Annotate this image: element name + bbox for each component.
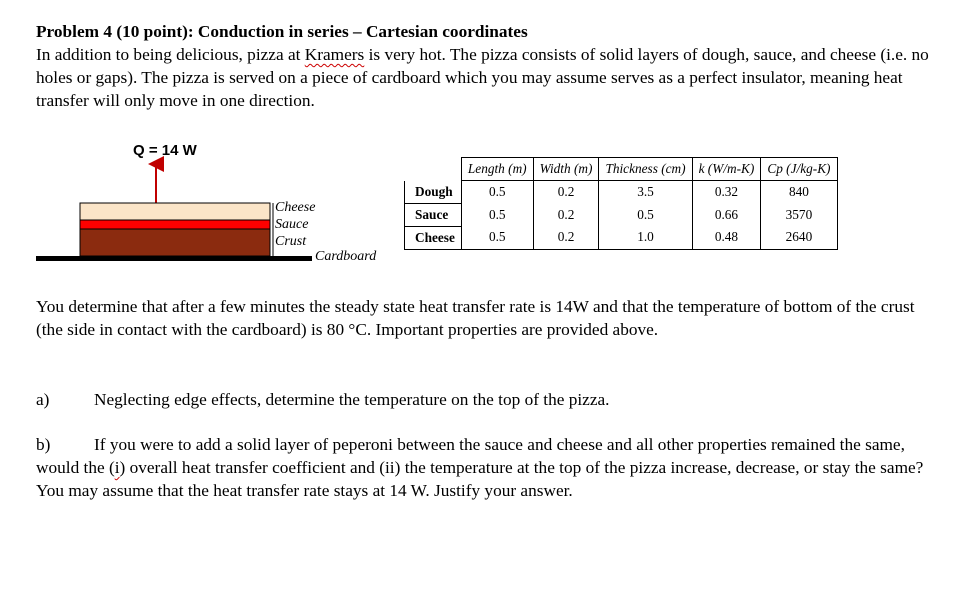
table-cell: 0.66 [692, 203, 761, 226]
crust-layer [80, 229, 270, 256]
row-label: Sauce [405, 203, 462, 226]
table-cell: 0.32 [692, 181, 761, 204]
properties-table [404, 157, 838, 250]
header-k: k (W/m-K) [692, 158, 761, 181]
problem-title: Problem 4 (10 point): Conduction in series – Cartesian coordinates [36, 22, 528, 41]
row-label: Dough [405, 181, 462, 204]
table-cell: 0.48 [692, 226, 761, 249]
cheese-layer [80, 203, 270, 220]
restaurant-name: Kramers [304, 45, 365, 64]
crust-label: Crust [275, 234, 307, 249]
question-a [36, 388, 936, 411]
heat-rate-label: Q = 14 W [133, 142, 197, 159]
cardboard-label: Cardboard [315, 249, 377, 264]
question-b-label: b) [36, 435, 51, 454]
table-row [405, 181, 838, 204]
header-cp: Cp (J/kg-K) [761, 158, 837, 181]
header-width: Width (m) [533, 158, 599, 181]
pizza-diagram [30, 140, 390, 270]
table-cell: 1.0 [599, 226, 692, 249]
table-row [405, 226, 838, 249]
table-cell: 0.5 [461, 203, 533, 226]
table-cell: 0.2 [533, 226, 599, 249]
table-cell: 0.5 [461, 226, 533, 249]
table-cell: 3570 [761, 203, 837, 226]
row-label: Cheese [405, 226, 462, 249]
question-b-text-2: ) overall heat transfer coefficient and (ii) the temperature at the top of the pizza increase, decrease, or stay the same? You may assume that the heat transfer rate stays at 14 W. Justify your answer. [36, 458, 924, 500]
conditions-paragraph: You determine that after a few minutes the steady state heat transfer rate is 14W and that the temperature of bottom of the crust (the side in contact with the cardboard) is 80 °C. Important properties are provided above. [36, 297, 915, 339]
sauce-layer [80, 220, 270, 229]
question-a-text: Neglecting edge effects, determine the temperature on the top of the pizza. [94, 390, 610, 409]
intro-text-2: is very hot. The pizza consists of solid layers of dough, sauce, and cheese (i.e. no holes or gaps). The pizza is served on a piece of cardboard which you may assume serves as a perfect insulator, meaning heat transfer will only move in one direction. [36, 45, 929, 110]
table-cell: 0.2 [533, 181, 599, 204]
cheese-label: Cheese [275, 200, 316, 215]
header-thickness: Thickness (cm) [599, 158, 692, 181]
header-length: Length (m) [461, 158, 533, 181]
table-cell: 3.5 [599, 181, 692, 204]
problem-text [36, 20, 936, 112]
intro-text-1: In addition to being delicious, pizza at [36, 45, 301, 64]
cardboard-layer [36, 256, 312, 261]
sauce-label: Sauce [275, 217, 309, 232]
table-cell: 0.2 [533, 203, 599, 226]
roman-i: i [114, 458, 120, 477]
question-b [36, 433, 936, 502]
question-b-text-1: If you were to add a solid layer of peperoni between the sauce and cheese and all other properties remained the same, would the ( [36, 435, 905, 477]
question-a-label: a) [36, 390, 50, 409]
table-row [405, 203, 838, 226]
table-cell: 2640 [761, 226, 837, 249]
table-cell: 0.5 [461, 181, 533, 204]
table-cell: 0.5 [599, 203, 692, 226]
table-cell: 840 [761, 181, 837, 204]
